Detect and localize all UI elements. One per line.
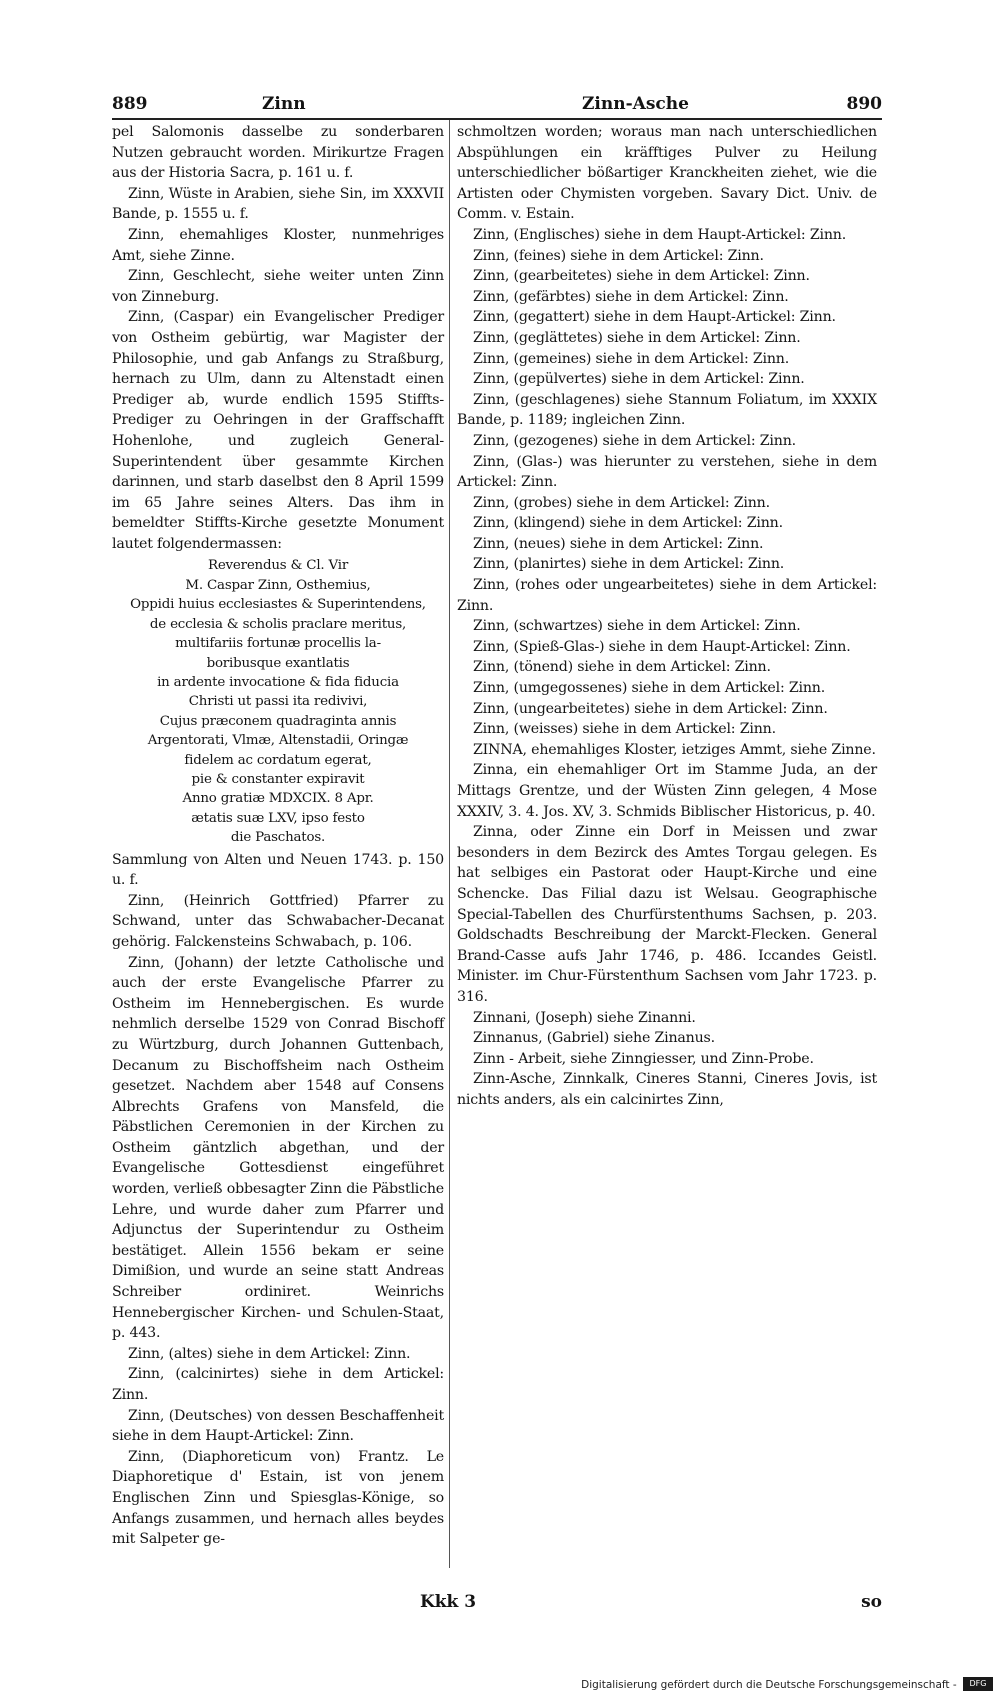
- right-column: [457, 122, 877, 1111]
- verse-line: ætatis suæ LXV, ipso festo: [191, 810, 365, 826]
- entry-zinna-dorf: Zinna, oder Zinne ein Dorf in Meissen und zwar besonders in dem Bezirck des Amtes Torgau gelegen. Es hat selbiges ein Pastorat oder Haupt-Kirche und eine Schencke. Das Filial dazu ist Welsau. Geographische Special-Tabellen des Churfürstenthums Sachsen, p. 203. Goldschadts Beschreibung der Marckt-Flecken. General Brand-Casse aufs Jahr 1746, p. 486. Iccandes Geistl. Minister. im Chur-Fürstenthum Sachsen vom Jahr 1723. p. 316.: [457, 824, 877, 1005]
- verse-line: boribusque exantlatis: [206, 655, 350, 671]
- entry-zinn-klingend: Zinn, (klingend) siehe in dem Artickel: Zinn.: [473, 515, 783, 532]
- dictionary-page: [112, 88, 882, 1628]
- verse-line: Christi ut passi ita redivivi,: [188, 694, 368, 710]
- entry-zinn-englisches: Zinn, (Englisches) siehe in dem Haupt-Artickel: Zinn.: [473, 226, 847, 243]
- entry-zinn-ungearbeitetes: Zinn, (ungearbeitetes) siehe in dem Artickel: Zinn.: [473, 700, 828, 717]
- entry-zinn-altes: Zinn, (altes) siehe in dem Artickel: Zinn.: [128, 1345, 411, 1362]
- entry-zinna-ort: Zinna, ein ehemahliger Ort im Stamme Juda, an der Mittags Grentze, und der Wüsten Zinn gelegen, 4 Mose XXXIV, 3. 4. Jos. XV, 3. Schmids Biblischer Historicus, p. 40.: [457, 762, 877, 820]
- credit-text: Digitalisierung gefördert durch die Deutsche Forschungsgemeinschaft -: [581, 1679, 957, 1691]
- entry-zinn-grobes: Zinn, (grobes) siehe in dem Artickel: Zinn.: [473, 494, 770, 511]
- entry-zinn-planirtes: Zinn, (planirtes) siehe in dem Artickel: Zinn.: [473, 556, 785, 573]
- header-keyword-right: Zinn-Asche: [582, 94, 689, 114]
- entry-zinn-geschlagenes: Zinn, (geschlagenes) siehe Stannum Foliatum, im XXXIX Bande, p. 1189; ingleichen Zinn.: [457, 391, 877, 429]
- entry-zinn-heinrich: Zinn, (Heinrich Gottfried) Pfarrer zu Schwand, unter das Schwabacher-Decanat gehörig. Falckensteins Schwabach, p. 106.: [112, 892, 444, 950]
- entry-zinn-geschlecht: Zinn, Geschlecht, siehe weiter unten Zinn von Zinneburg.: [112, 268, 444, 305]
- entry-zinn-gezogenes: Zinn, (gezogenes) siehe in dem Artickel: Zinn.: [473, 432, 796, 449]
- entry-text: schmoltzen worden; woraus man nach unterschiedlichen Abspühlungen ein kräfftiges Pulver zu Heilung unterschiedlicher bößartiger Kranckheiten ziehet, wie die Artisten oder Chymisten vorgeben. Savary Dict. Univ. de Comm. v. Estain.: [457, 124, 877, 223]
- entry-zinn-gefaerbtes: Zinn, (gefärbtes) siehe in dem Artickel: Zinn.: [473, 288, 789, 305]
- entry-zinn-spiessglas: Zinn, (Spieß-Glas-) siehe in dem Haupt-Artickel: Zinn.: [473, 638, 851, 655]
- verse-line: multifariis fortunæ procellis la-: [175, 636, 381, 652]
- entry-zinn-gepuelvertes: Zinn, (gepülvertes) siehe in dem Artickel: Zinn.: [473, 371, 805, 388]
- entry-zinn-gegattert: Zinn, (gegattert) siehe in dem Haupt-Artickel: Zinn.: [473, 309, 836, 326]
- entry-zinn-asche: Zinn-Asche, Zinnkalk, Cineres Stanni, Cineres Jovis, ist nichts anders, als ein calcinirtes Zinn,: [457, 1071, 877, 1108]
- entry-zinn-calcinirtes: Zinn, (calcinirtes) siehe in dem Artickel: Zinn.: [112, 1366, 444, 1403]
- verse-line: Reverendus & Cl. Vir: [207, 558, 349, 574]
- entry-zinn-wueste: Zinn, Wüste in Arabien, siehe Sin, im XXXVII Bande, p. 1555 u. f.: [112, 185, 444, 223]
- verse-line: Cujus præconem quadraginta annis: [159, 713, 397, 729]
- column-divider: [449, 120, 450, 1568]
- verse-line: de ecclesia & scholis praclare meritus,: [149, 616, 407, 632]
- entry-zinn-gearbeitetes: Zinn, (gearbeitetes) siehe in dem Artickel: Zinn.: [473, 268, 810, 285]
- signature-mark: Kkk 3: [420, 1592, 477, 1612]
- verse-line: fidelem ac cordatum egerat,: [184, 752, 372, 768]
- entry-zinn-neues: Zinn, (neues) siehe in dem Artickel: Zinn.: [473, 535, 764, 552]
- left-column: [112, 122, 444, 1550]
- catchword: so: [861, 1592, 882, 1612]
- entry-zinn-weisses: Zinn, (weisses) siehe in dem Artickel: Zinn.: [473, 721, 776, 738]
- entry-zinn-diaphoreticum: Zinn, (Diaphoreticum von) Frantz. Le Diaphoretique d' Estain, ist von jenem Englischen Zinn und Spiesglas-Könige, so Anfangs zusammen, und hernach alles beydes mit Salpeter ge-: [112, 1448, 444, 1548]
- entry-zinn-arbeit: Zinn - Arbeit, siehe Zinngiesser, und Zinn-Probe.: [473, 1050, 814, 1067]
- header-keyword-left: Zinn: [262, 94, 306, 114]
- verse-line: Oppidi huius ecclesiastes & Superintendens,: [130, 597, 426, 613]
- entry-zinn-deutsches: Zinn, (Deutsches) von dessen Beschaffenheit siehe in dem Haupt-Artickel: Zinn.: [112, 1407, 444, 1445]
- entry-zinn-gemeines: Zinn, (gemeines) siehe in dem Artickel: Zinn.: [473, 350, 790, 367]
- entry-zinn-glas: Zinn, (Glas-) was hierunter zu verstehen, siehe in dem Artickel: Zinn.: [457, 453, 877, 491]
- dfg-logo: DFG: [963, 1677, 993, 1691]
- header-rule: [112, 118, 882, 120]
- entry-zinn-geglaettetes: Zinn, (geglättetes) siehe in dem Artickel: Zinn.: [473, 329, 801, 346]
- entry-zinn-kloster: Zinn, ehemahliges Kloster, nunmehriges Amt, siehe Zinne.: [112, 226, 444, 264]
- verse-line: in ardente invocatione & fida fiducia: [157, 674, 399, 690]
- entry-text: pel Salomonis dasselbe zu sonderbaren Nutzen gebraucht worden. Mirikurtze Fragen aus der Historia Sacra, p. 161 u. f.: [112, 124, 444, 182]
- entry-zinnanus: Zinnanus, (Gabriel) siehe Zinanus.: [473, 1030, 715, 1047]
- entry-zinnani: Zinnani, (Joseph) siehe Zinanni.: [473, 1009, 696, 1026]
- verse-line: Argentorati, Vlmæ, Altenstadii, Oringæ: [147, 733, 409, 749]
- entry-zinn-rohes: Zinn, (rohes oder ungearbeitetes) siehe in dem Artickel: Zinn.: [457, 577, 877, 614]
- verse-line: Anno gratiæ MDXCIX. 8 Apr.: [182, 791, 374, 807]
- verse-line: pie & constanter expiravit: [191, 771, 365, 787]
- verse-line: die Paschatos.: [230, 830, 326, 846]
- digitization-credit: [581, 1679, 994, 1691]
- entry-zinn-umgegossenes: Zinn, (umgegossenes) siehe in dem Artickel: Zinn.: [473, 680, 826, 697]
- verse-line: M. Caspar Zinn, Osthemius,: [185, 577, 371, 593]
- entry-zinn-toenend: Zinn, (tönend) siehe in dem Artickel: Zinn.: [473, 659, 771, 676]
- running-header: [112, 88, 882, 118]
- page-number-right: 890: [846, 94, 882, 114]
- entry-zinn-johann: Zinn, (Johann) der letzte Catholische und auch der erste Evangelische Pfarrer zu Ostheim im Hennebergischen. Es wurde nehmlich derselbe 1529 von Conrad Bischoff zu Würtzburg, durch Johannen Guttenbach, Decanum zu Bischoffsheim nach Ostheim gesetzet. Nachdem aber 1548 auf Consens Albrechts Grafens von Mansfeld, die Päbstlichen Ceremonien in der Kirchen zu Ostheim gäntzlich abgethan, und der Evangelische Gottesdienst eingeführet worden, verließ obbesagter Zinn die Päbstliche Lehre, und wurde daher zum Pfarrer und Adjunctus der Superintendur zu Ostheim bestätiget. Allein 1556 bekam er seine Dimißion, und wurde an seine statt Andreas Schreiber ordiniret. Weinrichs Hennebergischer Kirchen- und Schulen-Staat, p. 443.: [112, 954, 444, 1342]
- page-number-left: 889: [112, 94, 148, 114]
- entry-source: Sammlung von Alten und Neuen 1743. p. 150 u. f.: [112, 851, 444, 889]
- page-footer: [112, 1592, 882, 1620]
- entry-zinna-kloster: ZINNA, ehemahliges Kloster, ietziges Ammt, siehe Zinne.: [473, 741, 876, 758]
- epitaph-verse: [112, 556, 444, 847]
- entry-zinn-feines: Zinn, (feines) siehe in dem Artickel: Zinn.: [473, 247, 764, 264]
- entry-zinn-schwartzes: Zinn, (schwartzes) siehe in dem Artickel: Zinn.: [473, 618, 801, 635]
- entry-zinn-caspar: Zinn, (Caspar) ein Evangelischer Prediger von Ostheim gebürtig, war Magister der Philosophie, und gab Anfangs zu Straßburg, hernach zu Ulm, dann zu Altenstadt einen Prediger ab, wurde endlich 1595 Stiffts-Prediger zu Oehringen in der Graffschafft Hohenlohe, und zugleich General-Superintendent über gesammte Kirchen darinnen, und starb daselbst den 8 April 1599 im 65 Jahre seines Alters. Das ihm in bemeldter Stiffts-Kirche gesetzte Monument lautet folgendermassen:: [112, 309, 444, 552]
